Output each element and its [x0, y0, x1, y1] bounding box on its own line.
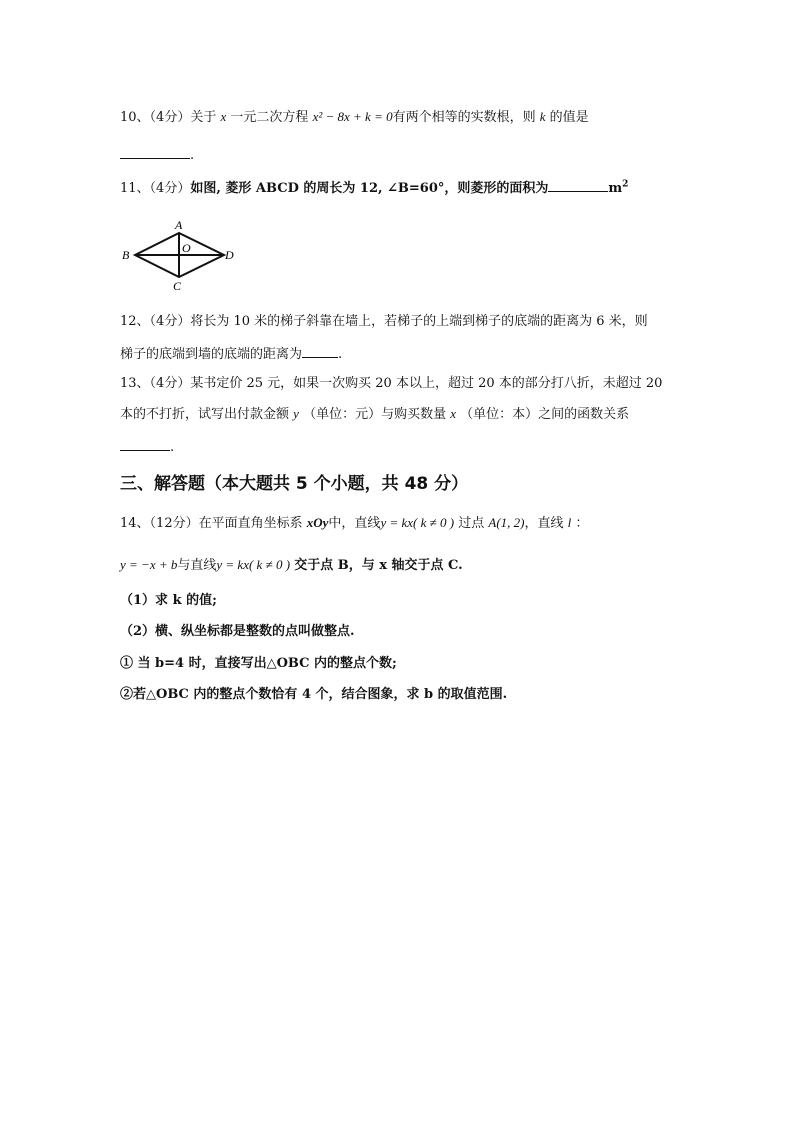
- variable-y: y: [293, 406, 299, 421]
- question-text: 在平面直角坐标系: [198, 516, 303, 531]
- question-text: 交于点 B，与 x 轴交于点 C.: [294, 558, 463, 573]
- question-13-line3: [120, 436, 174, 457]
- answer-blank[interactable]: [120, 144, 190, 159]
- equation: x² − 8x + k = 0: [312, 109, 393, 124]
- variable-x: x: [450, 406, 457, 421]
- question-text: 的值是: [549, 110, 589, 125]
- question-14-part2-sub1: ① 当 b=4 时，直接写出△OBC 内的整点个数;: [120, 656, 397, 671]
- question-number: 12、（4分）: [120, 314, 191, 329]
- question-text: ：: [575, 516, 589, 531]
- question-text: 与直线: [177, 558, 217, 573]
- equation: y = −x + b: [120, 557, 178, 572]
- label-a: A: [175, 218, 183, 232]
- question-text: 有两个相等的实数根，则: [392, 110, 536, 125]
- question-text: 一元二次方程: [230, 110, 309, 125]
- question-text: （单位：元）与购买数量: [303, 407, 447, 422]
- question-12-line2: [120, 343, 342, 364]
- question-10-line1: [120, 108, 589, 127]
- question-number: 10、（4分）: [120, 110, 191, 125]
- question-text: 过点: [458, 516, 485, 531]
- condition: ( k ≠ 0 ): [413, 515, 455, 530]
- question-text: 如图, 菱形 ABCD 的周长为 12, ∠B=60°，则菱形的面积为: [190, 181, 549, 196]
- question-text: 本的不打折，试写出付款金额: [120, 407, 290, 422]
- coordinate-system: xOy: [306, 515, 329, 530]
- line-l: l: [567, 515, 572, 530]
- label-d: D: [225, 248, 234, 262]
- label-c: C: [173, 279, 182, 293]
- question-text: ，直线: [524, 516, 564, 531]
- unit-superscript: 2: [622, 179, 629, 190]
- question-text: （单位：本）之间的函数关系: [460, 407, 630, 422]
- question-11-line1: [120, 177, 628, 198]
- equation: y = kx: [380, 515, 414, 530]
- period: .: [190, 148, 195, 163]
- question-text: 某书定价 25 元，如果一次购买 20 本以上，超过 20 本的部分打八折，未超过 20: [190, 376, 663, 391]
- period: .: [170, 440, 175, 455]
- answer-blank[interactable]: [120, 436, 170, 451]
- question-text: 关于: [190, 110, 217, 125]
- answer-blank[interactable]: [548, 177, 608, 192]
- question-14-line1: [120, 514, 588, 533]
- question-14-part2-sub2: ②若△OBC 内的整点个数恰有 4 个，结合图象，求 b 的取值范围.: [120, 687, 508, 702]
- question-text: 中，直线: [328, 516, 381, 531]
- question-12-line1: [120, 313, 648, 331]
- label-o: O: [182, 241, 191, 255]
- question-number: 11、（4分）: [120, 181, 191, 196]
- point-a: A(1, 2): [488, 515, 525, 530]
- question-14-line2: [120, 556, 463, 575]
- label-b: B: [122, 248, 130, 262]
- unit: m: [608, 181, 623, 196]
- variable-k: k: [539, 109, 546, 124]
- question-14-part2: （2）横、纵坐标都是整数的点叫做整点.: [120, 624, 355, 639]
- question-13-line2: [120, 405, 629, 424]
- condition: ( k ≠ 0 ): [248, 557, 291, 572]
- question-number: 13、（4分）: [120, 376, 191, 391]
- period: .: [338, 347, 343, 362]
- rhombus-figure: [118, 218, 248, 294]
- section-heading: 三、解答题（本大题共 5 个小题，共 48 分）: [120, 474, 469, 494]
- question-13-line1: [120, 375, 662, 393]
- question-number: 14、（12分）: [120, 516, 199, 531]
- question-10-line2: [120, 144, 194, 165]
- question-text: 梯子的底端到墙的底端的距离为: [120, 347, 303, 362]
- variable-x: x: [220, 109, 227, 124]
- question-14-part1: （1）求 k 的值;: [120, 593, 217, 608]
- answer-blank[interactable]: [302, 343, 338, 358]
- equation: y = kx: [216, 557, 249, 572]
- question-text: 将长为 10 米的梯子斜靠在墙上，若梯子的上端到梯子的底端的距离为 6 米，则: [190, 314, 648, 329]
